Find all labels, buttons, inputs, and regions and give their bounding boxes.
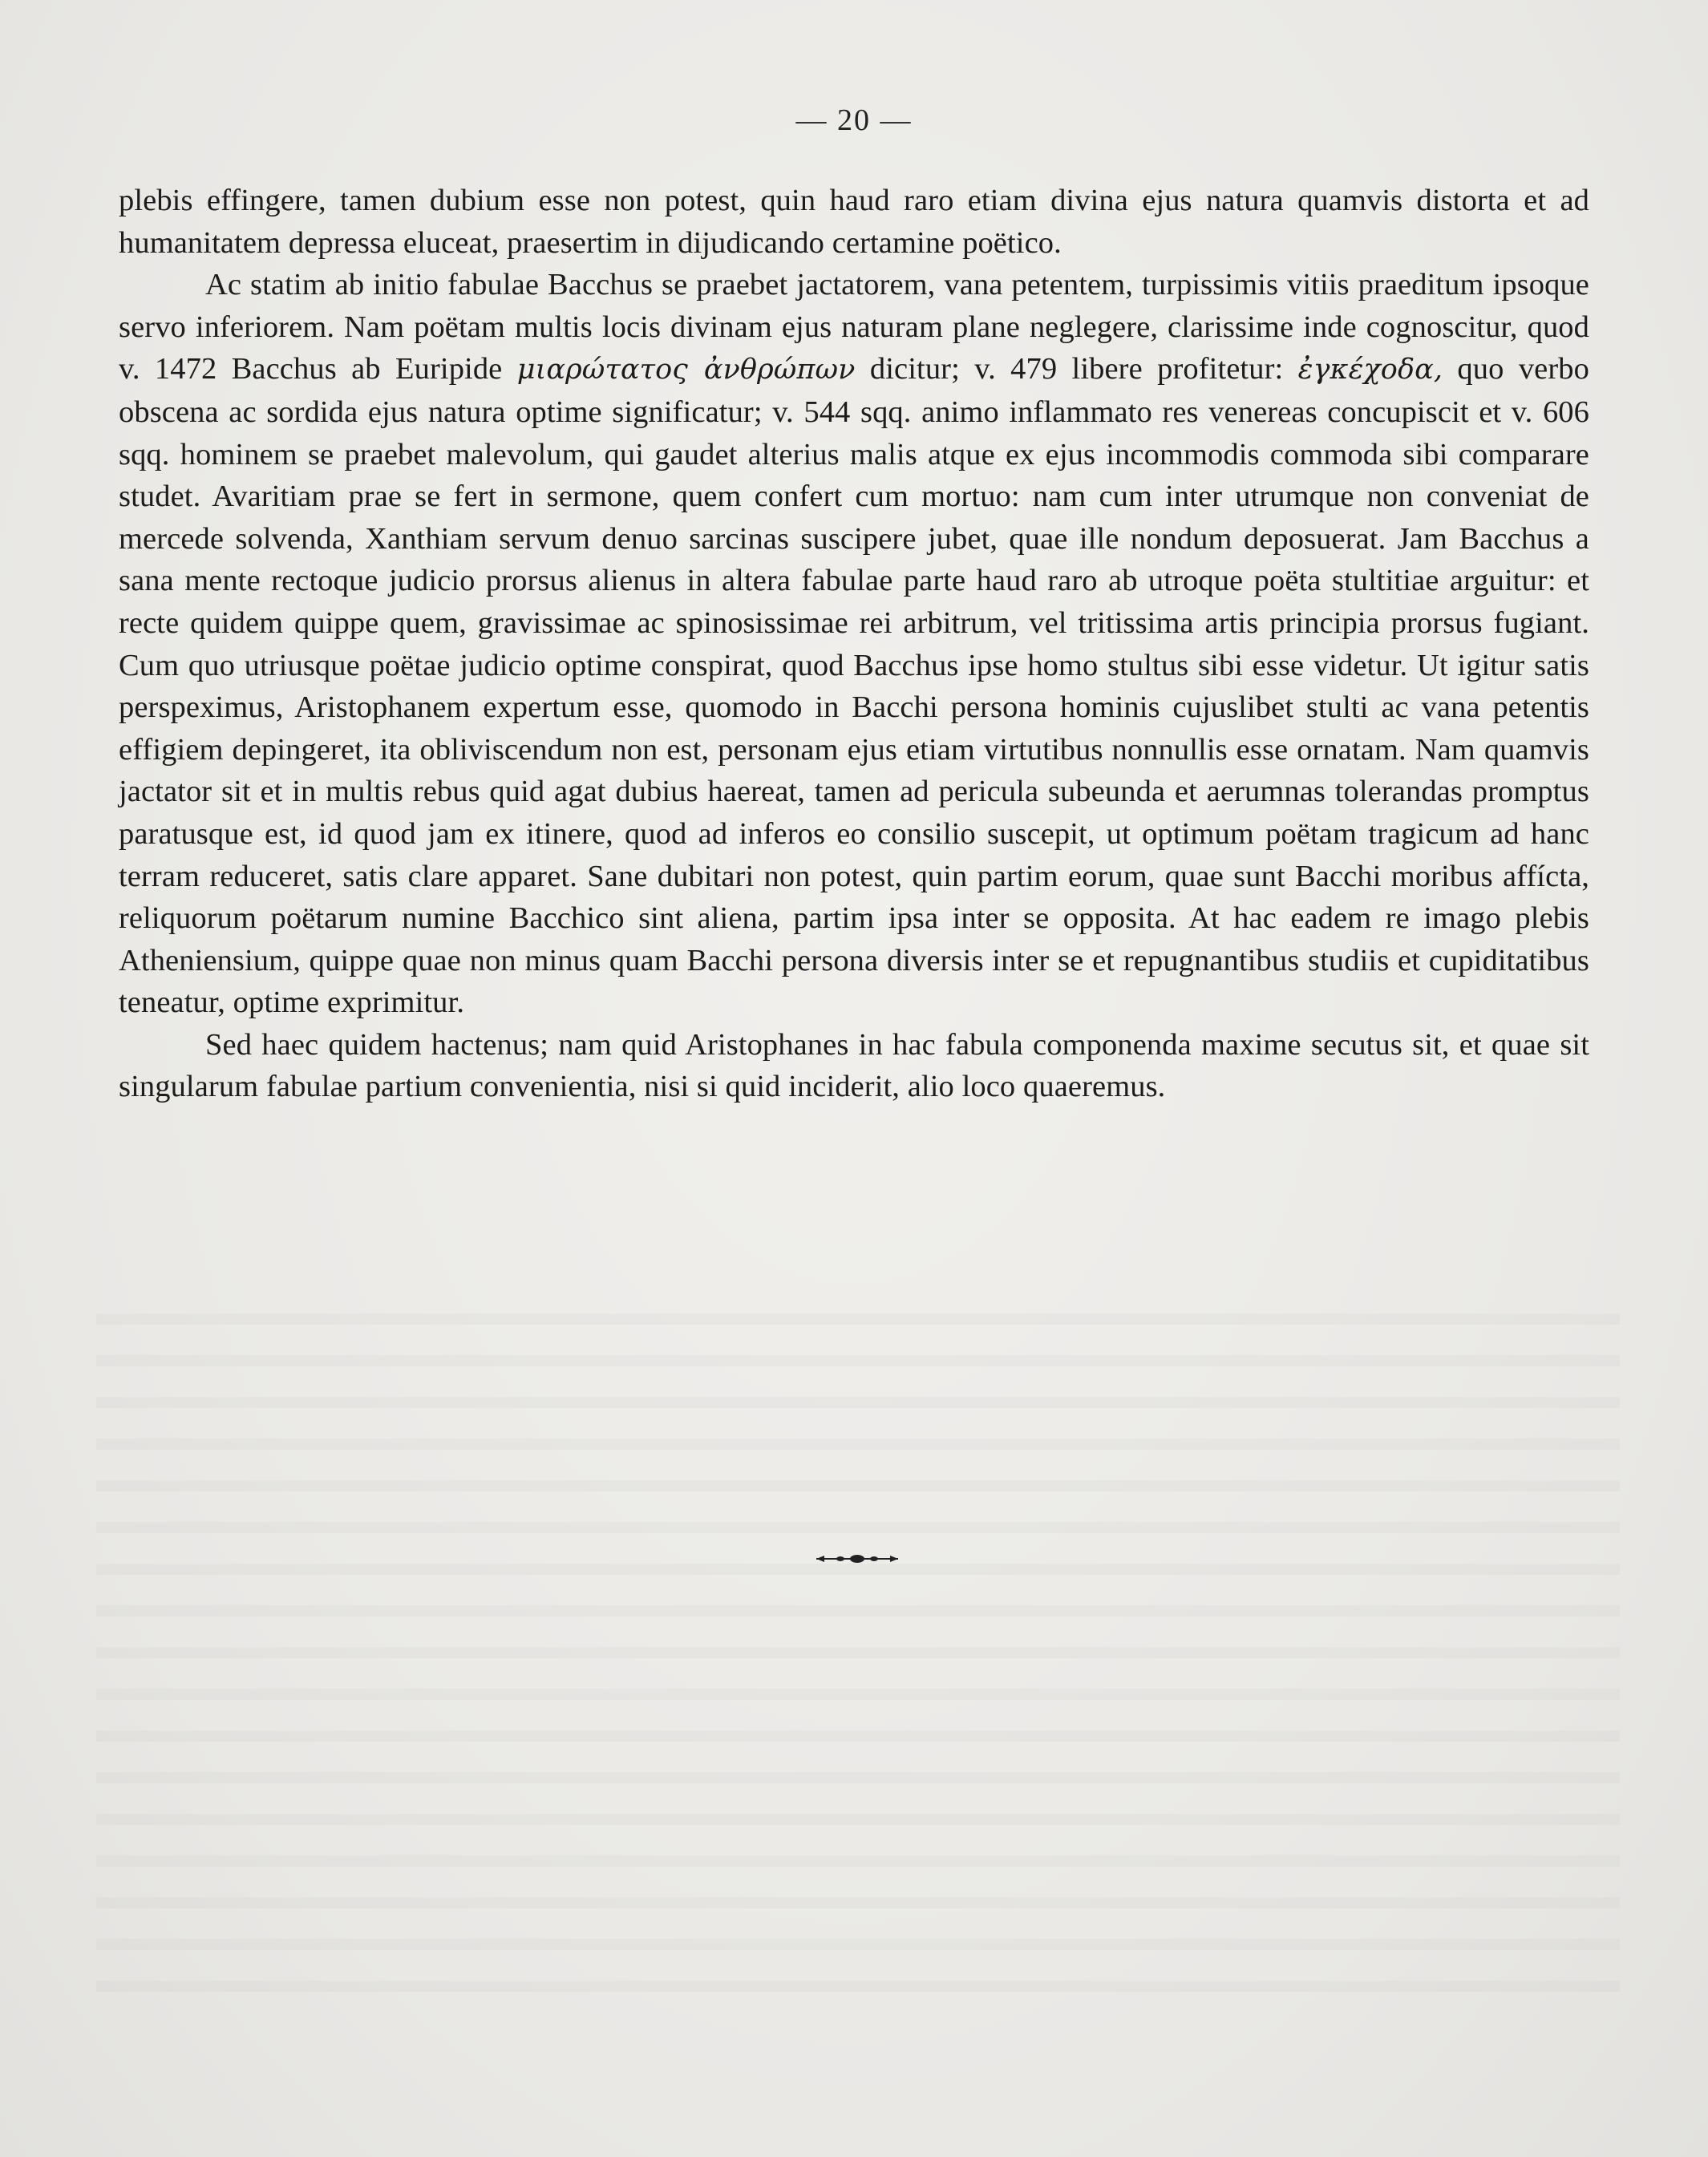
paragraph-2-part-a: Ac statim ab initio fabulae Bacchus se praebet jactatorem, vana petentem, turpissimis vitiis praeditum ipsoque servo inferiorem. Nam poëtam multis locis divinam ejus naturam plane neglegere, clarissime inde cognoscitur, quod v. 1472 Bacchus ab Euripide [119, 268, 1589, 386]
paragraph-3: Sed haec quidem hactenus; nam quid Aristophanes in hac fabula componenda maxime secutus sit, et quae sit singularum fabulae partium convenientia, nisi si quid inciderit, alio loco quaeremus. [119, 1027, 1589, 1104]
page-number: — 20 — [795, 103, 913, 137]
paragraph-2-part-c: quo verbo obscena ac sordida ejus natura optime significatur; v. 544 sqq. animo inflammato res venereas concupiscit et v. 606 sqq. hominem se praebet malevolum, qui gaudet alterius malis atque ex ejus incommodis commoda sibi comparare studet. Avaritiam prae se fert in sermone, quem confert cum mortuo: nam cum inter utrumque non conveniat de mercede solvenda, Xanthiam servum denuo sarcinas suscipere jubet, quae ille nondum deposuerat. Jam Bacchus a sana mente rectoque judicio prorsus alienus in altera fabulae parte haud raro ab utroque poëta stultitiae arguitur: et recte quidem quippe quem, gravissimae ac spinosissimae rei arbitrum, vel tritissima artis principia prorsus fugiant. Cum quo utriusque poëtae judicio optime conspirat, quod Bacchus ipse homo stultus sibi esse videtur. Ut igitur satis perspeximus, Aristophanem expertum esse, quomodo in Bacchi persona hominis cujuslibet stulti ac vana petentis effigiem depingeret, ita obliviscendum non est, personam ejus etiam virtutibus nonnullis esse ornatam. Nam quamvis jactator sit et in multis rebus quid agat dubius haereat, tamen ad pericula subeunda et aerumnas tolerandas promptus paratusque est, id quod jam ex itinere, quod ad inferos eo consilio suscepit, ut optimum poëtam tragicum ad hanc terram reduceret, satis clare apparet. Sane dubitari non potest, quin partim eorum, quae sunt Bacchi moribus affícta, reliquorum poëtarum numine Bacchico sint aliena, partim ipsa inter se opposita. At hac eadem re imago plebis Atheniensium, quippe quae non minus quam Bacchi persona diversis inter se et repugnantibus studiis et cupiditatibus teneatur, optime exprimitur. [119, 352, 1589, 1020]
end-ornament-icon [813, 1552, 901, 1565]
paragraph-2 [119, 264, 1589, 1024]
paper-bleed-through [96, 1283, 1620, 2021]
greek-phrase-2: ἐγκέχοδα, [1297, 354, 1443, 386]
greek-phrase-1: μιαρώτατος ἀνθρώπων [516, 354, 856, 386]
body-text [119, 180, 1589, 1108]
paragraph-1: plebis effingere, tamen dubium esse non potest, quin haud raro etiam divina ejus natura quamvis distorta et ad humanitatem depressa eluceat, praesertim in dijudicando certamine poëtico. [119, 184, 1589, 260]
paragraph-2-part-b: dicitur; v. 479 libere profitetur: [855, 352, 1298, 386]
